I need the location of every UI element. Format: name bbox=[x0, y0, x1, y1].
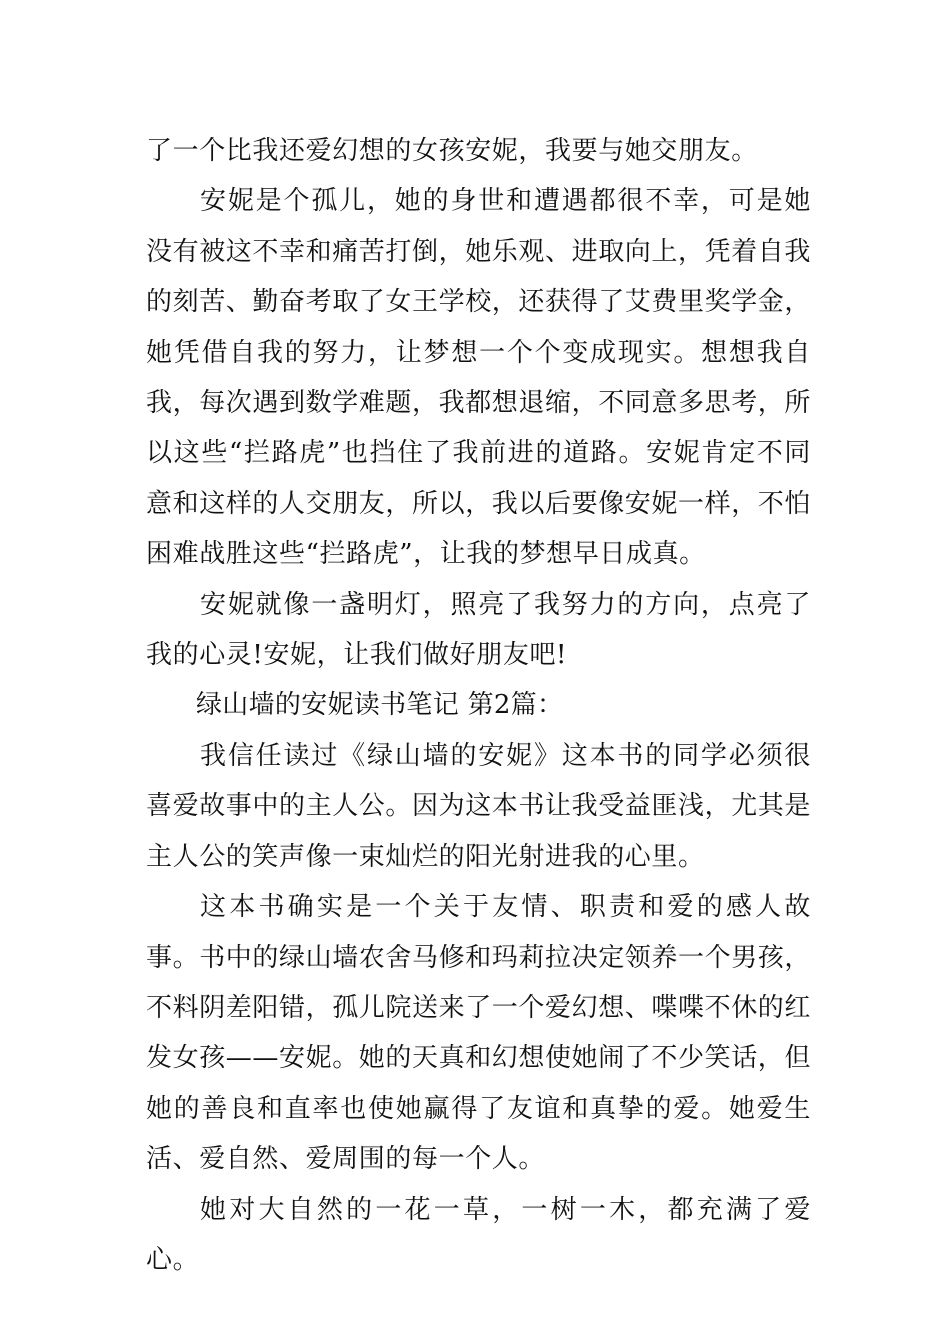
paragraph-story-summary: 这本书确实是一个关于友情、职责和爱的感人故事。书中的绿山墙农舍马修和玛莉拉决定领养一个男孩，不料阴差阳错，孤儿院送来了一个爱幻想、喋喋不休的红发女孩——安妮。她的天真和幻想使她闹了不少笑话，但她的善良和直率也使她赢得了友谊和真挚的爱。她爱生活、爱自然、爱周围的每一个人。 bbox=[146, 892, 812, 1175]
section-heading: 绿山墙的安妮读书笔记 第2篇： bbox=[196, 690, 564, 721]
paragraph-believe: 我信任读过《绿山墙的安妮》这本书的同学必须很喜爱故事中的主人公。因为这本书让我受益匪浅，尤其是主人公的笑声像一束灿烂的阳光射进我的心里。 bbox=[146, 740, 812, 872]
paragraph-nature: 她对大自然的一花一草，一树一木，都充满了爱心。 bbox=[146, 1194, 811, 1275]
paragraph-annie-orphan: 安妮是个孤儿，她的身世和遭遇都很不幸，可是她没有被这不幸和痛苦打倒，她乐观、进取向上，凭着自我的刻苦、勤奋考取了女王学校，还获得了艾费里奖学金，她凭借自我的努力，让梦想一个个变成现实。想想我自我，每次遇到数学难题，我都想退缩，不同意多思考，所以这些“拦路虎”也挡住了我前进的道路。安妮肯定不同意和这样的人交朋友，所以，我以后要像安妮一样，不怕困难战胜这些“拦路虎”，让我的梦想早日成真。 bbox=[146, 186, 812, 570]
document-body bbox=[146, 126, 811, 1285]
paragraph-annie-lamp: 安妮就像一盏明灯，照亮了我努力的方向，点亮了我的心灵!安妮，让我们做好朋友吧! bbox=[146, 589, 811, 671]
paragraph-continued: 了一个比我还爱幻想的女孩安妮，我要与她交朋友。 bbox=[146, 136, 758, 166]
